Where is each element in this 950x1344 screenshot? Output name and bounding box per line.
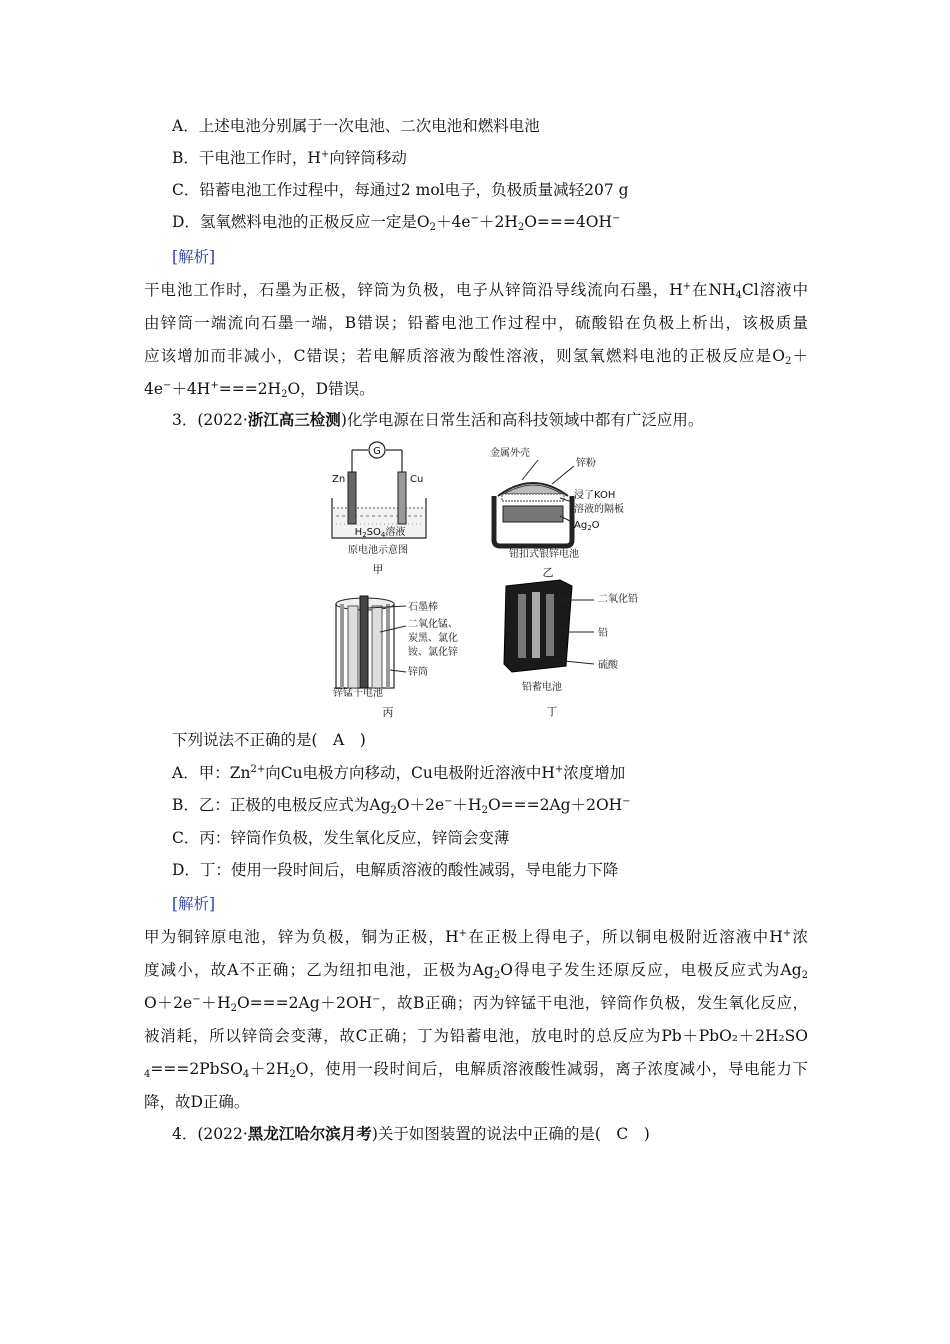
q3-option-b: B．乙：正极的电极反应式为$Ag_2O+2e^-+H_2O===2Ag+2OH^-$ (172, 796, 631, 816)
svg-text:浸了KOH: 浸了KOH (574, 490, 616, 501)
q3-option-d: D．丁：使用一段时间后，电解质溶液的酸性减弱，导电能力下降 (172, 861, 619, 879)
q4-stem: 4．(2022·黑龙江哈尔滨月考)关于如图装置的说法中正确的是( C ) (172, 1124, 650, 1143)
svg-text:锌筒: 锌筒 (408, 667, 428, 678)
svg-text:Zn: Zn (332, 474, 346, 485)
svg-text:溶液的隔板: 溶液的隔板 (574, 504, 624, 515)
svg-text:锌粉: 锌粉 (576, 458, 596, 469)
svg-text:钮扣式银锌电池: 钮扣式银锌电池 (509, 549, 579, 560)
q3-stem: 3．(2022·浙江高三检测)化学电源在日常生活和高科技领域中都有广泛应用。 (172, 410, 704, 429)
svg-text:铵、氯化锌: 铵、氯化锌 (408, 647, 458, 658)
zn-electrode (348, 472, 356, 524)
dry-cell-diagram (333, 596, 458, 719)
q3-explanation-line: $O+2e^-+H_2O===2Ag+2OH^-$，故B正确；丙为锌锰干电池，锌筒作负极，发生氧化反应， (144, 994, 808, 1014)
q2-option-a: A．上述电池分别属于一次电池、二次电池和燃料电池 (172, 117, 540, 135)
svg-text:H2SO4溶液: $H_2SO_4$溶液 (354, 527, 406, 539)
svg-text:G: G (373, 446, 381, 457)
q2-option-d: D．氢氧燃料电池的正极反应一定是$O_2+4e^-+2H_2O===4OH^-$ (172, 213, 621, 233)
q2-analysis-tag: [解析] (172, 248, 216, 266)
lead-acid-battery-diagram (504, 580, 638, 718)
q3-analysis-tag: [解析] (172, 895, 216, 913)
q2-option-b: B．干电池工作时，H+向锌筒移动 (172, 149, 407, 167)
svg-text:铅蓄电池: 铅蓄电池 (522, 682, 562, 693)
q2-explanation-line: 由锌筒一端流向石墨一端，B错误；铅蓄电池工作过程中，硫酸铅在负极上析出，该极质量 (144, 314, 808, 332)
q3-explanation-line: $_4===2PbSO_4+2H_2O$，使用一段时间后，电解质溶液酸性减弱，离子浓度减小，导电能力下 (144, 1060, 808, 1080)
svg-text:Ag2O: $Ag_2O$ (574, 520, 600, 532)
svg-text:乙: 乙 (542, 566, 554, 579)
q4-source: 黑龙江哈尔滨月考 (247, 1124, 372, 1143)
svg-text:石墨棒: 石墨棒 (408, 602, 438, 613)
svg-text:原电池示意图: 原电池示意图 (348, 545, 408, 556)
galvanic-cell-diagram (332, 442, 426, 576)
svg-text:二氧化锰、: 二氧化锰、 (408, 619, 458, 630)
q2-explanation-line: $4e^-+4H^+===2H_2O$，D错误。 (144, 380, 375, 400)
svg-text:炭黑、氯化: 炭黑、氯化 (408, 633, 458, 644)
svg-text:甲: 甲 (372, 563, 384, 576)
q3-option-c: C．丙：锌筒作负极，发生氧化反应，锌筒会变薄 (172, 829, 510, 847)
q3-explanation-line: 被消耗，所以锌筒会变薄，故C正确；丁为铅蓄电池，放电时的总反应为Pb＋PbO₂＋2H₂SO (144, 1027, 808, 1045)
q3-source: 浙江高三检测 (247, 410, 341, 429)
svg-text:金属外壳: 金属外壳 (490, 448, 530, 459)
q2-explanation-line: 干电池工作时，石墨为正极，锌筒为负极，电子从锌筒沿导线流向石墨，H+在$NH_4Cl$溶液中 (144, 281, 808, 301)
svg-text:Cu: Cu (410, 474, 424, 485)
svg-text:锌锰干电池: 锌锰干电池 (333, 688, 383, 699)
q2-option-c: C．铅蓄电池工作过程中，每通过2 mol电子，负极质量减轻207 g (172, 181, 629, 199)
button-cell-diagram (490, 446, 624, 579)
svg-text:铅: 铅 (598, 628, 608, 639)
q3-option-a: A．甲：$Zn^{2+}$向Cu电极方向移动，Cu电极附近溶液中H+浓度增加 (172, 764, 626, 782)
svg-text:二氧化铅: 二氧化铅 (598, 594, 638, 605)
q3-explanation-line: 降，故D正确。 (144, 1093, 250, 1111)
q3-question: 下列说法不正确的是( A ) (172, 731, 366, 749)
q3-explanation-line: 甲为铜锌原电池，锌为负极，铜为正极，H+在正极上得电子，所以铜电极附近溶液中H+浓 (144, 928, 808, 946)
svg-text:丙: 丙 (382, 706, 394, 719)
cu-electrode (398, 472, 406, 524)
q3-explanation-line: 度减小，故A不正确；乙为纽扣电池，正极为$Ag_2O$得电子发生还原反应，电极反应式为$Ag_2$ (144, 961, 808, 981)
q2-explanation-line: 应该增加而非减小，C错误；若电解质溶液为酸性溶液，则氢氧燃料电池的正极反应是$O_2+$ (144, 347, 808, 367)
svg-text:丁: 丁 (546, 705, 558, 718)
svg-text:硫酸: 硫酸 (598, 660, 618, 671)
battery-figure (310, 436, 640, 726)
